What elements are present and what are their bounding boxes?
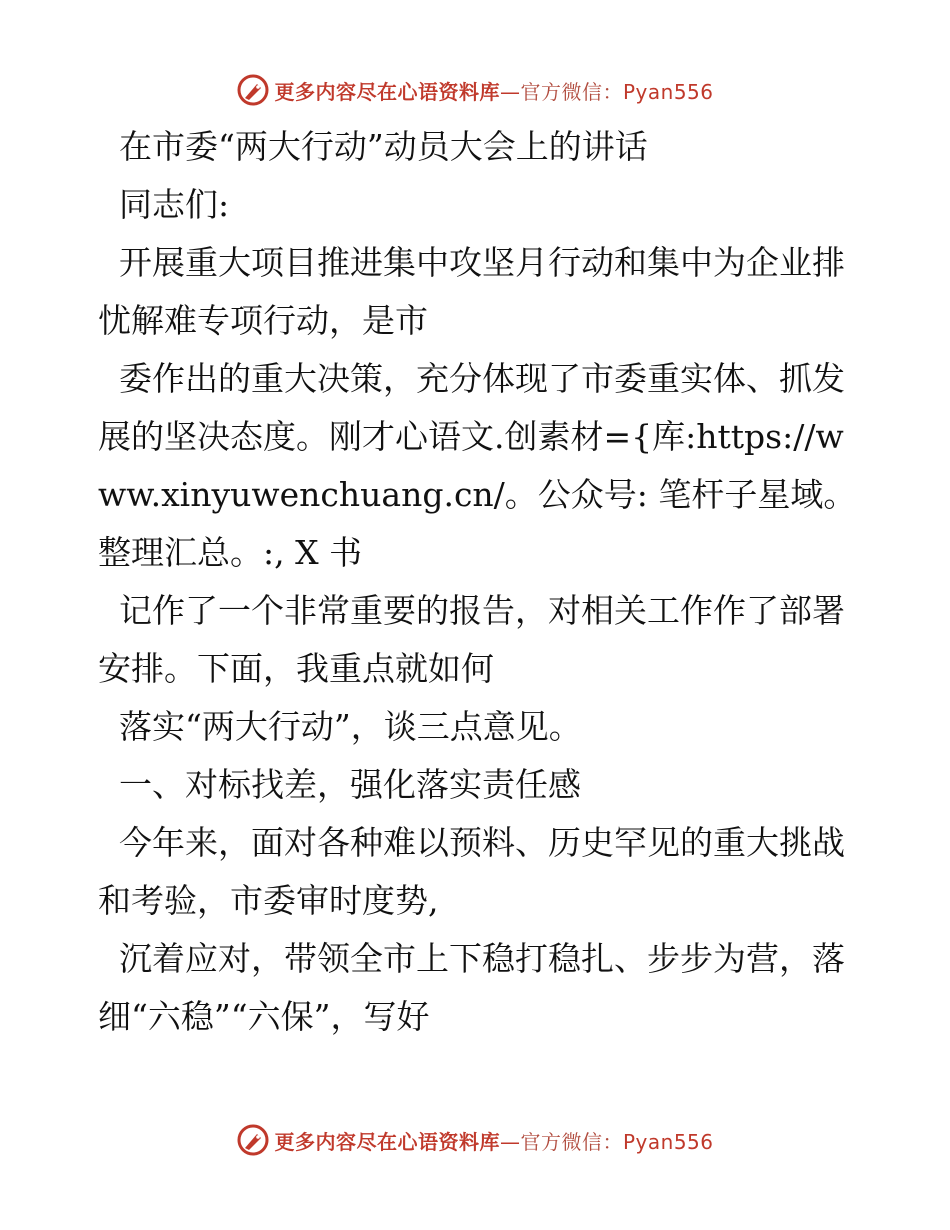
- paragraph: 落实“两大行动”，谈三点意见。: [98, 707, 582, 746]
- salutation: 同志们:: [98, 185, 230, 224]
- paragraph: 委作出的重大决策，充分体现了市委重实体、抓发展的坚决态度。刚才心语文.创素材={库:https://www.xinyuwenchuang.cn/。公众号: 笔杆子星域。整理汇总。:, X 书: [98, 359, 857, 572]
- watermark-brand: 更多内容尽在心语资料库: [274, 79, 500, 104]
- pen-nib-logo-icon: [236, 73, 270, 107]
- watermark-dash: —: [499, 1129, 521, 1154]
- document-body: [98, 118, 858, 1046]
- watermark-dash: —: [499, 79, 521, 104]
- watermark-label: 官方微信：: [520, 1129, 623, 1154]
- document-title: 在市委“两大行动”动员大会上的讲话: [98, 127, 648, 166]
- watermark-text: [274, 76, 713, 105]
- watermark-handle: Pyan556: [622, 79, 714, 104]
- paragraph: 开展重大项目推进集中攻坚月行动和集中为企业排忧解难专项行动，是市: [98, 243, 845, 340]
- paragraph: 今年来，面对各种难以预料、历史罕见的重大挑战和考验，市委审时度势,: [98, 823, 845, 920]
- watermark-brand: 更多内容尽在心语资料库: [274, 1129, 500, 1154]
- section-heading: 一、对标找差，强化落实责任感: [98, 765, 581, 804]
- watermark-text: [274, 1126, 713, 1155]
- watermark-handle: Pyan556: [622, 1129, 714, 1154]
- watermark-label: 官方微信：: [520, 79, 623, 104]
- pen-nib-logo-icon: [236, 1123, 270, 1157]
- paragraph: 沉着应对，带领全市上下稳打稳扎、步步为营，落细“六稳”“六保”，写好: [98, 939, 845, 1036]
- paragraph: 记作了一个非常重要的报告，对相关工作作了部署安排。下面，我重点就如何: [98, 591, 845, 688]
- header-watermark: [0, 70, 950, 110]
- footer-watermark: [0, 1120, 950, 1160]
